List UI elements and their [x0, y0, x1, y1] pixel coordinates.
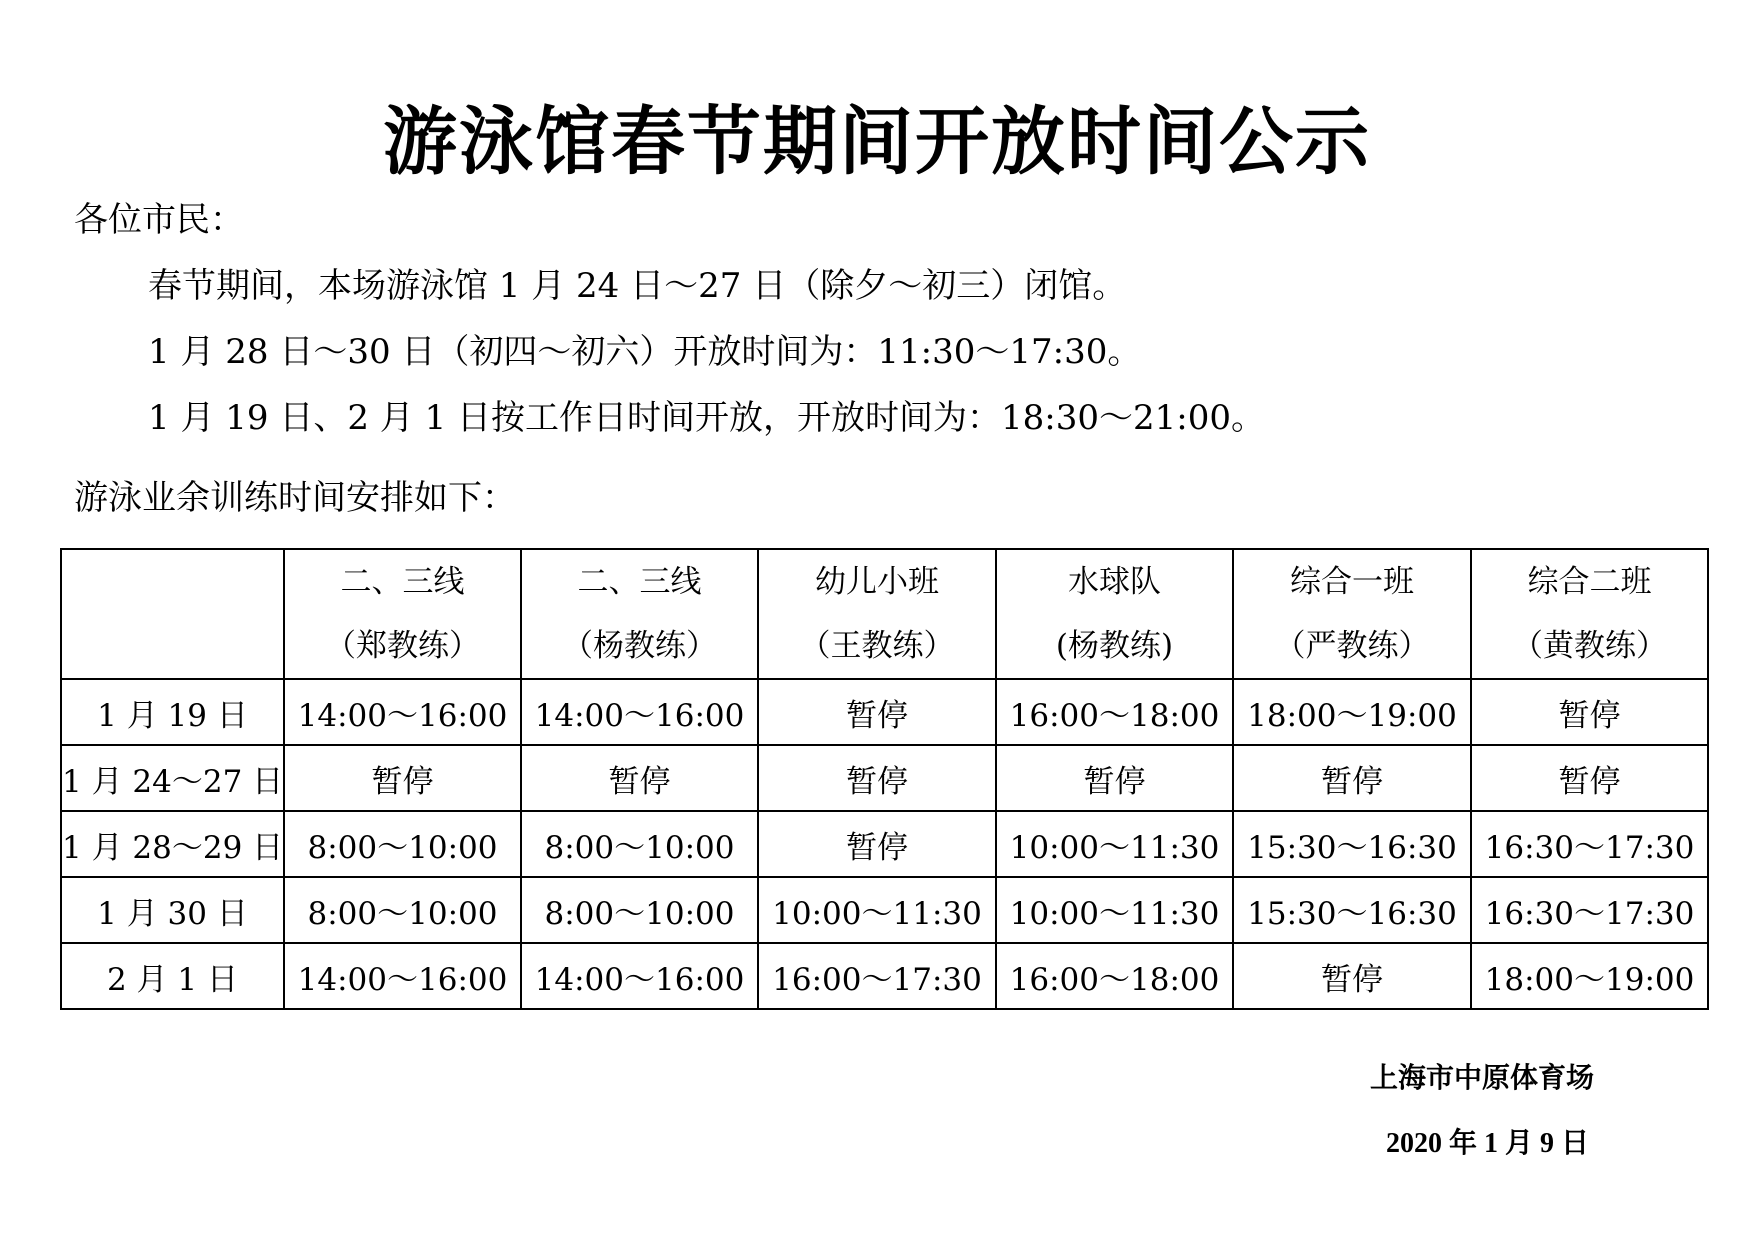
paragraph-holiday-hours: 1 月 28 日～30 日（初四～初六）开放时间为：11:30～17:30。: [148, 332, 1142, 372]
greeting: 各位市民：: [74, 200, 244, 240]
table-row: [61, 877, 1708, 943]
paragraph-workday-hours: 1 月 19 日、2 月 1 日按工作日时间开放，开放时间为：18:30～21:00。: [148, 398, 1265, 438]
schedule-cell: 暂停: [996, 745, 1233, 811]
schedule-cell: 暂停: [758, 811, 996, 877]
schedule-cell: 暂停: [521, 745, 758, 811]
schedule-cell: 10:00～11:30: [996, 811, 1233, 877]
header-group: 综合二班: [1527, 564, 1652, 600]
header-cell: [521, 549, 758, 679]
table-row: [61, 745, 1708, 811]
schedule-cell: 暂停: [284, 745, 521, 811]
schedule-cell: 16:30～17:30: [1471, 877, 1708, 943]
row-date-cell: 1 月 19 日: [61, 679, 284, 745]
schedule-cell: 暂停: [1233, 943, 1471, 1009]
row-date-cell: 1 月 28～29 日: [61, 811, 284, 877]
header-cell: [1233, 549, 1471, 679]
header-coach: （杨教练）: [562, 628, 717, 664]
schedule-cell: 8:00～10:00: [521, 811, 758, 877]
notice-title: 游泳馆春节期间开放时间公示: [383, 99, 1371, 185]
header-cell: [284, 549, 521, 679]
row-date-cell: 2 月 1 日: [61, 943, 284, 1009]
header-group: 综合一班: [1290, 564, 1414, 600]
table-row: [61, 679, 1708, 745]
schedule-cell: 暂停: [1233, 745, 1471, 811]
training-schedule-table: [60, 548, 1709, 1010]
signature-date: 2020 年 1 月 9 日: [1386, 1128, 1590, 1159]
training-intro: 游泳业余训练时间安排如下：: [74, 478, 516, 518]
schedule-cell: 16:00～18:00: [996, 679, 1233, 745]
header-group: 水球队: [1068, 564, 1161, 600]
schedule-cell: 14:00～16:00: [284, 679, 521, 745]
schedule-cell: 暂停: [758, 679, 996, 745]
header-coach: （严教练）: [1274, 628, 1430, 664]
schedule-cell: 10:00～11:30: [758, 877, 996, 943]
table-header-row: [61, 549, 1708, 679]
header-corner-cell: [61, 549, 284, 679]
schedule-cell: 8:00～10:00: [521, 877, 758, 943]
schedule-cell: 暂停: [758, 745, 996, 811]
header-group: 幼儿小班: [815, 564, 939, 600]
header-group: 二、三线: [340, 564, 465, 600]
signature-organization: 上海市中原体育场: [1370, 1061, 1595, 1094]
schedule-cell: 14:00～16:00: [521, 943, 758, 1009]
schedule-cell: 15:30～16:30: [1233, 877, 1471, 943]
paragraph-closure: 春节期间，本场游泳馆 1 月 24 日～27 日（除夕～初三）闭馆。: [148, 266, 1127, 306]
header-cell: [1471, 549, 1708, 679]
schedule-cell: 14:00～16:00: [284, 943, 521, 1009]
header-cell: [758, 549, 996, 679]
row-date-cell: 1 月 30 日: [61, 877, 284, 943]
schedule-cell: 14:00～16:00: [521, 679, 758, 745]
schedule-cell: 10:00～11:30: [996, 877, 1233, 943]
header-group: 二、三线: [577, 564, 702, 600]
schedule-cell: 15:30～16:30: [1233, 811, 1471, 877]
schedule-cell: 16:30～17:30: [1471, 811, 1708, 877]
table-row: [61, 811, 1708, 877]
header-cell: [996, 549, 1233, 679]
header-coach: （郑教练）: [325, 628, 480, 664]
schedule-cell: 8:00～10:00: [284, 877, 521, 943]
schedule-cell: 16:00～17:30: [758, 943, 996, 1009]
schedule-cell: 暂停: [1471, 745, 1708, 811]
schedule-cell: 18:00～19:00: [1471, 943, 1708, 1009]
schedule-cell: 18:00～19:00: [1233, 679, 1471, 745]
row-date-cell: 1 月 24～27 日: [61, 745, 284, 811]
header-coach: （王教练）: [799, 628, 955, 664]
table-row: [61, 943, 1708, 1009]
header-coach: (杨教练): [1055, 628, 1174, 664]
schedule-cell: 暂停: [1471, 679, 1708, 745]
schedule-cell: 16:00～18:00: [996, 943, 1233, 1009]
header-coach: （黄教练）: [1512, 628, 1667, 664]
schedule-cell: 8:00～10:00: [284, 811, 521, 877]
